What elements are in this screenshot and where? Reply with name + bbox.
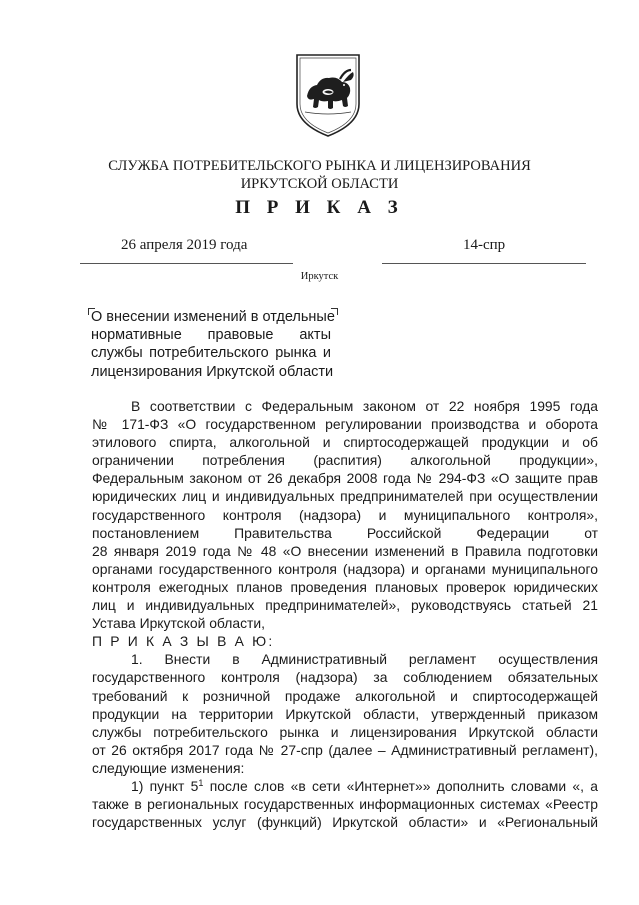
subject-line: лицензирования Иркутской области bbox=[91, 363, 334, 380]
subject-line: нормативные правовые акты bbox=[91, 327, 331, 344]
agency-name-line-1: СЛУЖБА ПОТРЕБИТЕЛЬСКОГО РЫНКА И ЛИЦЕНЗИРОВАНИЯ bbox=[108, 158, 531, 174]
preamble-line: лиц и индивидуальных предпринимателей», руководствуясь статьей 21 bbox=[92, 597, 598, 614]
preamble-line: постановлением Правительства Российской Федерации от bbox=[92, 524, 598, 541]
preamble-line: 28 января 2019 года № 48 «О внесении изменений в Правила подготовки bbox=[92, 542, 598, 559]
subject-line: О внесении изменений в отдельные bbox=[91, 309, 335, 325]
subitem-1-superscript: 1 bbox=[198, 777, 204, 788]
item-1-line: 1. Внести в Административный регламент осуществления bbox=[131, 651, 598, 668]
item-1-line: от 26 октября 2017 года № 27-спр (далее – Административный регламент), bbox=[92, 741, 598, 758]
preamble-line: Устава Иркутской области, bbox=[92, 615, 266, 632]
document-title: П Р И К А З bbox=[235, 197, 404, 218]
preamble-line: контроля ежегодных планов проведения плановых проверок юридических bbox=[92, 578, 598, 595]
preamble-line: юридических лиц и индивидуальных предпринимателей при осуществлении bbox=[92, 488, 598, 505]
order-operative-word: П Р И К А З Ы В А Ю: bbox=[92, 633, 275, 650]
order-date: 26 апреля 2019 года bbox=[121, 237, 248, 253]
agency-name-line-2: ИРКУТСКОЙ ОБЛАСТИ bbox=[240, 176, 399, 192]
item-1-line: следующие изменения: bbox=[92, 759, 245, 776]
coat-of-arms-emblem bbox=[293, 52, 363, 138]
item-1-line: государственного контроля (надзора) за соблюдением обязательных bbox=[92, 669, 598, 686]
preamble-line: В соответствии с Федеральным законом от 22 ноября 1995 года bbox=[131, 398, 598, 414]
date-underline bbox=[80, 263, 293, 264]
item-1-line: продукции на территории Иркутской области, утвержденный приказом bbox=[92, 705, 598, 722]
subitem-1-prefix: 1) пункт 5 bbox=[131, 777, 199, 794]
document-body bbox=[92, 397, 598, 831]
subject-line: службы потребительского рынка и bbox=[91, 345, 331, 362]
subitem-1-line: государственных услуг (функций) Иркутской области» и «Региональный bbox=[92, 814, 598, 831]
preamble-line: органами государственного контроля (надзора) и органами муниципального bbox=[92, 560, 598, 577]
preamble-line: № 171-ФЗ «О государственном регулировании производства и оборота bbox=[92, 416, 598, 433]
subitem-1-text: после слов «в сети «Интернет»» дополнить словами «, а bbox=[203, 777, 599, 794]
subitem-1-line: также в региональных государственных информационных системах «Реестр bbox=[92, 796, 598, 813]
document-subject bbox=[91, 308, 335, 381]
city-label: Иркутск bbox=[300, 271, 339, 282]
preamble-line: государственного контроля (надзора) и муниципального контроля», bbox=[92, 506, 598, 523]
order-number: 14-спр bbox=[463, 237, 506, 253]
preamble-line: Федеральным законом от 26 декабря 2008 года № 294-ФЗ «О защите прав bbox=[92, 470, 598, 487]
subitem-1-line bbox=[92, 777, 598, 795]
preamble-line: ограничении потребления (распития) алкогольной продукции», bbox=[92, 452, 598, 469]
item-1-line: требований к розничной продаже алкогольной и спиртосодержащей bbox=[92, 687, 598, 704]
number-underline bbox=[382, 263, 586, 264]
preamble-line: этилового спирта, алкогольной и спиртосодержащей продукции и об bbox=[92, 434, 598, 451]
item-1-line: службы потребительского рынка и лицензирования Иркутской области bbox=[92, 723, 598, 740]
